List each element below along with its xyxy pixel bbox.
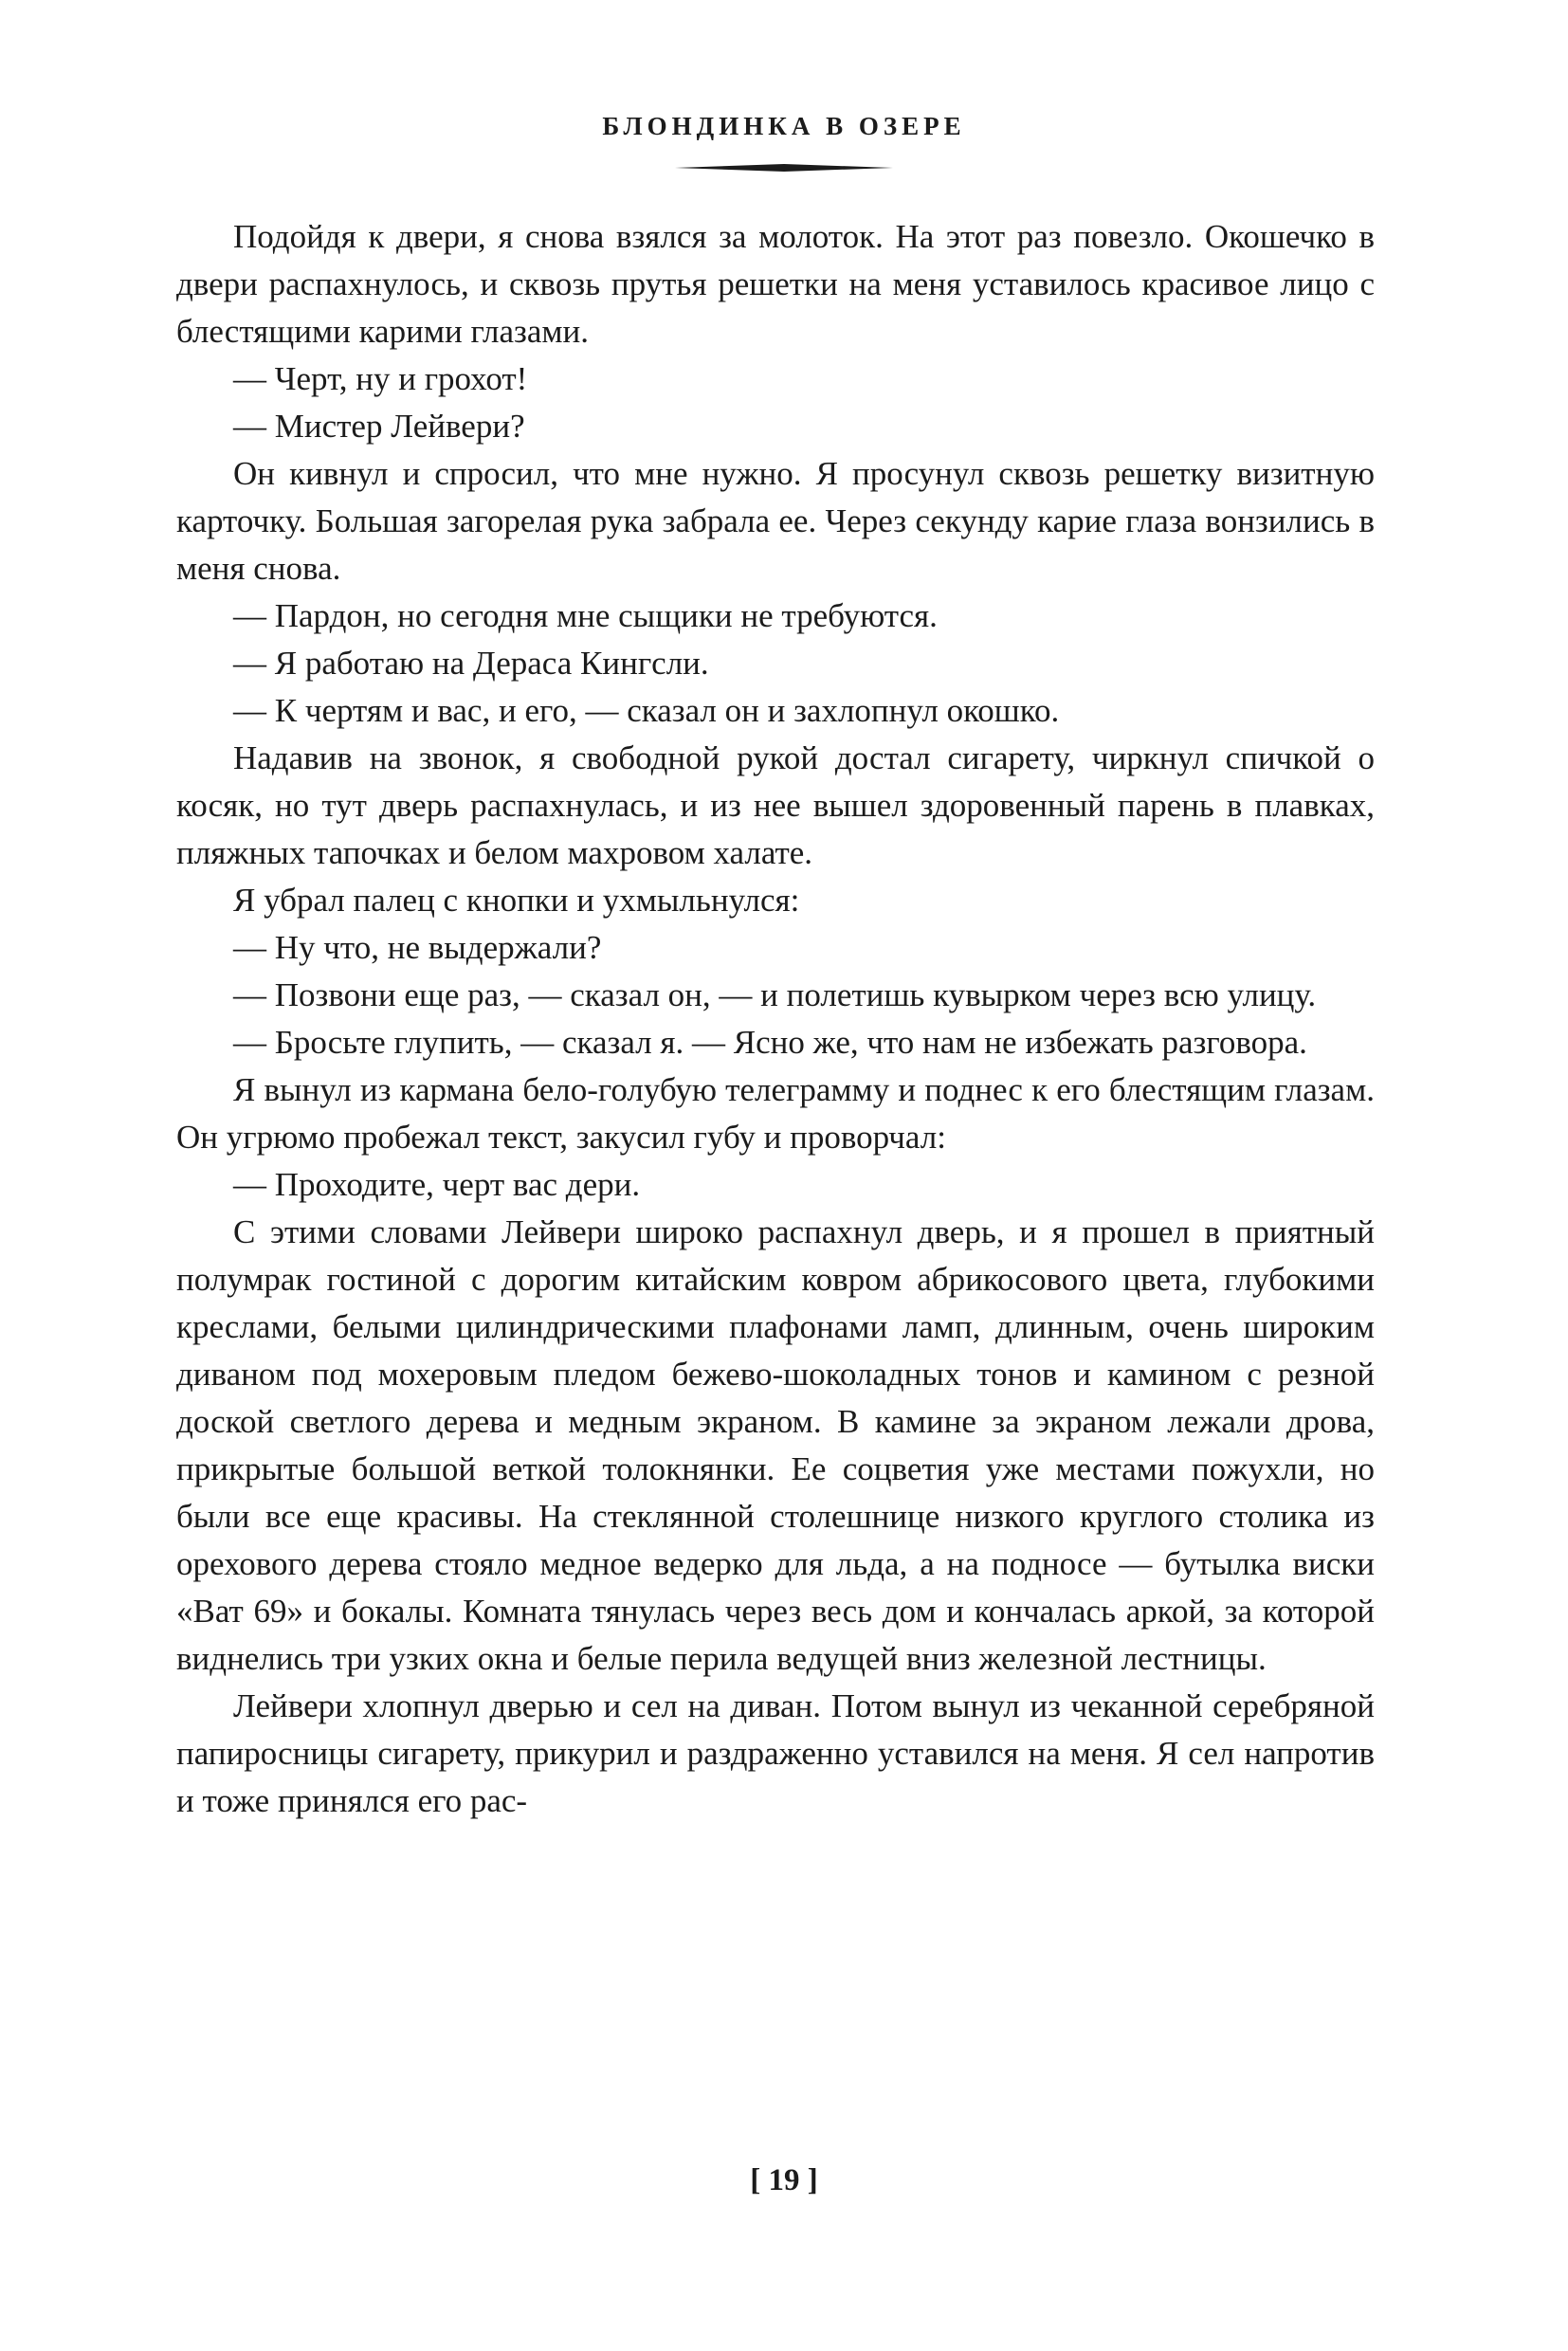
- paragraph: — Черт, ну и грохот!: [233, 360, 528, 397]
- paragraph: — Ну что, не выдержали?: [233, 929, 602, 966]
- paragraph: Подойдя к двери, я снова взялся за молоток. На этот раз повезло. Окошечко в двери распахнулось, и сквозь прутья решетки на меня уставилось красивое лицо с блестящими карими глазами.: [176, 218, 1375, 350]
- paragraph: С этими словами Лейвери широко распахнул дверь, и я прошел в приятный полумрак гостиной с дорогим китайским ковром абрикосового цвета, глубокими креслами, белыми цилиндрическими плафонами ламп, длинным, очень широким диваном под мохеровым пледом бежево-шоколадных тонов и камином с резной доской светлого дерева и медным экраном. В камине за экраном лежали дрова, прикрытые большой веткой толокнянки. Ее соцветия уже местами пожухли, но были все еще красивы. На стеклянной столешнице низкого круглого столика из орехового дерева стояло медное ведерко для льда, а на подносе — бутылка виски «Ват 69» и бокалы. Комната тянулась через весь дом и кончалась аркой, за которой виднелись три узких окна и белые перила ведущей вниз железной лестницы.: [176, 1213, 1375, 1677]
- paragraph: — Пардон, но сегодня мне сыщики не требуются.: [233, 597, 938, 634]
- paragraph: — Мистер Лейвери?: [233, 408, 525, 445]
- paragraph: — Я работаю на Дераса Кингсли.: [233, 645, 709, 682]
- paragraph: Лейвери хлопнул дверью и сел на диван. Потом вынул из чеканной серебряной папиросницы сигарету, прикурил и раздраженно уставился на меня. Я сел напротив и тоже принялся его рас-: [176, 1687, 1375, 1819]
- paragraph: Я вынул из кармана бело-голубую телеграмму и поднес к его блестящим глазам. Он угрюмо пробежал текст, закусил губу и проворчал:: [176, 1071, 1375, 1156]
- paragraph: Он кивнул и спросил, что мне нужно. Я просунул сквозь решетку визитную карточку. Большая загорелая рука забрала ее. Через секунду карие глаза вонзились в меня снова.: [176, 455, 1375, 587]
- paragraph: — Проходите, черт вас дери.: [233, 1166, 641, 1203]
- paragraph: Надавив на звонок, я свободной рукой достал сигарету, чиркнул спичкой о косяк, но тут дверь распахнулась, и из нее вышел здоровенный парень в плавках, пляжных тапочках и белом махровом халате.: [176, 739, 1375, 871]
- header-rule: [675, 163, 893, 173]
- paragraph: Я убрал палец с кнопки и ухмыльнулся:: [233, 882, 800, 919]
- paragraph: — Позвони еще раз, — сказал он, — и полетишь кувырком через всю улицу.: [233, 976, 1317, 1013]
- body-text: [176, 213, 1375, 1825]
- paragraph: — К чертям и вас, и его, — сказал он и захлопнул окошко.: [233, 692, 1060, 729]
- paragraph: — Бросьте глупить, — сказал я. — Ясно же, что нам не избежать разговора.: [233, 1024, 1307, 1061]
- running-title: БЛОНДИНКА В ОЗЕРЕ: [602, 112, 966, 140]
- page-number: [ 19 ]: [750, 2163, 818, 2197]
